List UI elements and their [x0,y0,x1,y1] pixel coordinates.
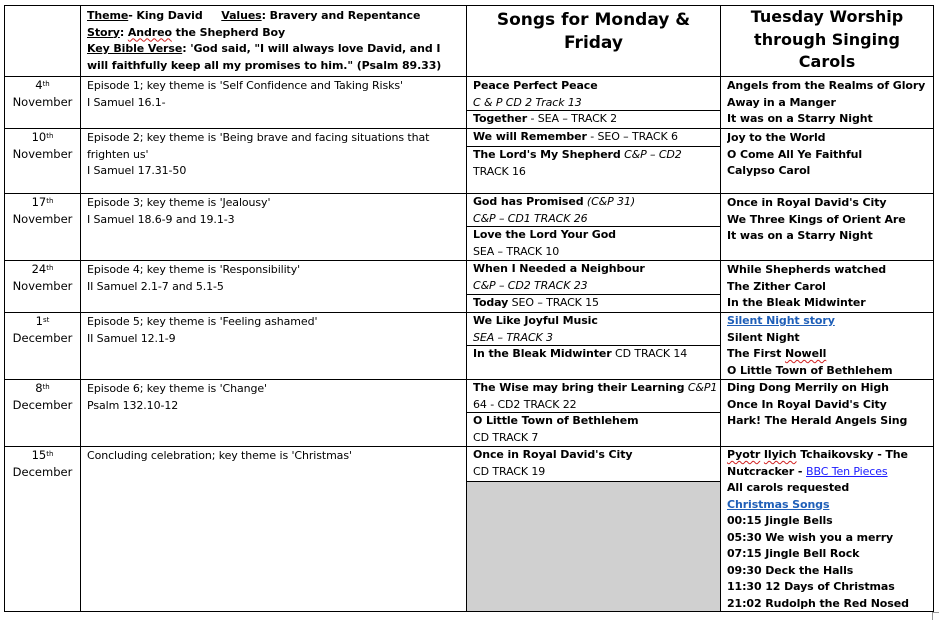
silent-night-story-link[interactable]: Silent Night story [727,314,835,327]
song-title: Today [473,296,509,309]
carols-cell [727,380,932,430]
song-detail: C&P1 [684,381,718,394]
carol-item: The Zither Carol [727,279,826,293]
episode-reading: I Samuel 17.31-50 [87,164,187,177]
song-entry [473,147,719,180]
date-day: 24 [31,262,47,276]
date-day: 1 [35,314,43,328]
work-line [727,464,932,481]
song-title: Together [473,112,528,125]
song-detail: - SEA – TRACK 2 [527,112,618,125]
date-month: December [12,398,73,412]
date-suffix: th [46,450,54,458]
empty-grey-cell [466,481,720,611]
composer-line [727,447,932,464]
work-title: Nutcracker - [727,464,807,478]
carols-cell [727,313,932,379]
composer-middle-name: Ilyich [763,448,797,461]
carol-item: Away in a Manger [727,95,836,109]
song-entry [473,227,719,260]
episode-theme: Episode 1; key theme is 'Self Confidence and Taking Risks' [87,79,403,92]
episode-theme: Episode 6; key theme is 'Change' [87,382,267,395]
song-detail: SEO – TRACK 15 [508,296,599,309]
date-day: 4 [35,78,43,92]
column-divider-3 [720,5,721,612]
row-divider [4,76,934,77]
date-suffix: th [46,132,54,140]
table-border-bottom [4,611,934,612]
date-suffix: th [46,197,54,205]
date-cell [5,194,80,228]
row-divider [4,260,934,261]
song-entry [473,194,719,227]
carol-item: It was on a Starry Night [727,229,873,242]
episode-cell [87,78,465,111]
song-detail: C&P – CD1 TRACK 26 [473,211,588,225]
carols-cell [727,130,932,180]
song-detail: 64 - CD2 TRACK 22 [473,397,577,411]
episode-theme: Concluding celebration; key theme is 'Christmas' [87,449,352,462]
song-title: O Little Town of Bethlehem [473,414,639,427]
carols-cell [727,447,932,611]
song-detail: C&P – CD2 TRACK 23 [473,278,588,292]
page-corner-mark [932,612,939,620]
song-entry [473,78,719,111]
date-day: 15 [31,448,47,462]
timestamp-item: 11:30 12 Days of Christmas [727,580,895,593]
song-detail: SEA – TRACK 3 [473,330,553,344]
row-divider [4,128,934,129]
episode-theme: Episode 4; key theme is 'Responsibility' [87,263,301,276]
composer-rest: Tchaikovsky - The [796,448,908,461]
song-entry [473,313,719,346]
carol-item [727,346,932,363]
verse-line-1 [87,41,465,58]
timestamp-item: 05:30 We wish you a merry [727,530,894,544]
episode-theme: Episode 5; key theme is 'Feeling ashamed' [87,315,318,328]
date-month: November [12,279,73,293]
timestamp-item: 00:15 Jingle Bells [727,514,833,527]
songs-heading [467,9,720,55]
carol-item-text: The First [727,347,785,360]
episode-theme: Episode 3; key theme is 'Jealousy' [87,196,271,209]
episode-reading: I Samuel 16.1- [87,95,166,109]
song-entry [473,447,719,480]
values-label: Values [221,9,262,22]
song-detail: C&P – CD2 [620,148,682,161]
song-divider [466,481,720,482]
tuesday-heading-line: Tuesday Worship [750,7,904,26]
date-suffix: st [42,316,50,324]
date-month: November [12,147,73,161]
song-detail: (C&P 31) [583,195,636,208]
carol-item-text: Nowell [784,347,827,360]
carol-item: Joy to the World [727,131,826,144]
date-day: 10 [31,130,47,144]
song-entry [473,413,719,446]
song-title: When I Needed a Neighbour [473,262,645,275]
story-separator: : [119,25,128,39]
episode-cell [87,262,465,295]
song-detail: SEA – TRACK 10 [473,244,560,258]
song-detail: CD TRACK 19 [473,464,546,478]
carols-cell [727,195,932,245]
theme-info [87,8,465,74]
date-cell [5,447,80,481]
episode-theme: Episode 2; key theme is 'Being brave and facing situations that [87,131,430,144]
song-title: Once in Royal David's City [473,448,633,461]
theme-line [87,8,465,25]
episode-cell [87,314,465,347]
timestamp-item: 07:15 Jingle Bell Rock [727,547,860,560]
song-title: We Like Joyful Music [473,314,598,327]
date-suffix: th [46,264,54,272]
story-name: Andreo [127,25,172,39]
song-detail: TRACK 16 [473,164,526,178]
carol-item: Calypso Carol [727,164,811,177]
song-entry [473,346,719,363]
date-suffix: th [42,80,50,88]
song-detail: C & P CD 2 Track 13 [473,95,582,109]
verse-text-2: will faithfully keep all my promises to him." (Psalm 89.33) [87,58,442,72]
tuesday-heading [721,6,933,74]
timestamp-item: 09:30 Deck the Halls [727,563,854,577]
story-label: Story [87,25,120,39]
christmas-songs-link[interactable]: Christmas Songs [727,497,830,511]
song-entry [473,129,719,146]
row-divider [4,193,934,194]
carol-item: Hark! The Herald Angels Sing [727,414,908,427]
date-cell [5,261,80,295]
date-suffix: th [42,383,50,391]
date-month: November [12,212,73,226]
song-entry [473,111,719,128]
carol-item: Once in Royal David's City [727,196,887,209]
songs-heading-line: Friday [564,33,623,53]
episode-reading: II Samuel 2.1-7 and 5.1-5 [87,279,224,293]
carols-cell [727,262,932,312]
date-month: December [12,465,73,479]
table-border-right [933,5,934,612]
date-cell [5,380,80,414]
requested-note: All carols requested [727,481,850,494]
date-cell [5,129,80,163]
episode-cell [87,381,465,414]
song-detail: CD TRACK 14 [611,347,688,360]
songs-heading-line: Songs for Monday & [496,10,691,30]
verse-label: Key Bible Verse [87,42,183,55]
carol-item: We Three Kings of Orient Are [727,212,906,226]
values-value: : Bravery and Repentance [261,9,421,22]
carol-item: Silent Night [727,330,800,344]
episode-reading: II Samuel 12.1-9 [87,331,176,345]
date-cell [5,313,80,347]
verse-text-1: : 'God said, "I will always love David, and I [182,42,441,55]
song-title: Peace Perfect Peace [473,79,598,92]
episode-cell [87,130,465,180]
episode-theme-cont: frighten us' [87,147,149,161]
song-detail: CD TRACK 7 [473,430,539,444]
carol-item: O Come All Ye Faithful [727,147,863,161]
episode-reading: I Samuel 18.6-9 and 19.1-3 [87,212,235,226]
date-cell [5,77,80,111]
song-entry [473,261,719,294]
story-line [87,25,465,42]
date-day: 17 [31,195,47,209]
theme-value: - King David [128,9,203,22]
song-title: Love the Lord Your God [473,228,616,241]
carol-item: Once In Royal David's City [727,397,887,411]
bbc-ten-pieces-link[interactable]: BBC Ten Pieces [806,464,888,478]
carol-item: It was on a Starry Night [727,112,873,125]
carol-item: Ding Dong Merrily on High [727,381,889,394]
episode-cell [87,195,465,228]
song-title: The Wise may bring their Learning [473,381,685,394]
date-month: December [12,331,73,345]
date-day: 8 [35,381,43,395]
tuesday-heading-line: Carols [798,52,856,71]
song-detail: - SEO – TRACK 6 [586,130,678,143]
song-title: The Lord's My Shepherd [473,148,621,161]
date-month: November [12,95,73,109]
song-entry [473,295,719,312]
carol-item: While Shepherds watched [727,263,887,276]
carols-cell [727,78,932,128]
song-entry [473,380,719,413]
story-rest: the Shepherd Boy [171,25,286,39]
song-title: We will Remember [473,130,587,143]
episode-reading: Psalm 132.10-12 [87,398,179,412]
episode-cell [87,448,465,465]
column-divider-2 [466,5,467,612]
carol-item: In the Bleak Midwinter [727,296,866,309]
column-divider-1 [80,5,81,612]
song-title: God has Promised [473,195,584,208]
carol-item: O Little Town of Bethlehem [727,363,893,377]
timestamp-item: 21:02 Rudolph the Red Nosed [727,596,909,610]
tuesday-heading-line: through Singing [754,29,900,49]
carol-item: Angels from the Realms of Glory [727,79,926,92]
song-title: In the Bleak Midwinter [473,347,612,360]
composer-first-name: Pyotr [727,448,761,461]
theme-label: Theme [87,9,129,22]
